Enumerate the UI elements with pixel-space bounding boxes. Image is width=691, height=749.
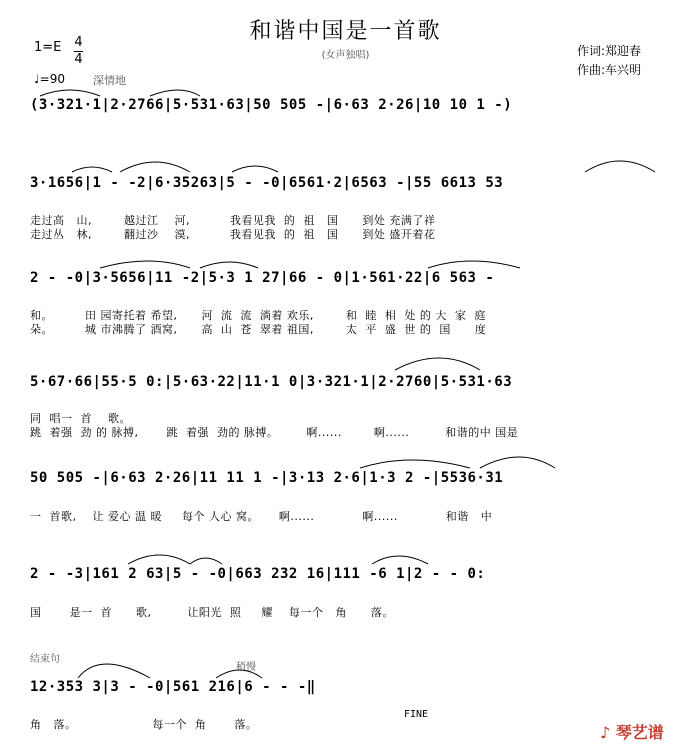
slur — [395, 358, 480, 370]
score-system-7: 12·353 3|3 - -0|561 216|6 - - -‖ — [30, 679, 316, 695]
ending-tempo: 稍慢 — [236, 662, 256, 673]
lyrics-system-7: 角 落。 每一个 角 落。 — [30, 718, 258, 731]
score-system-1: (3·321·1|2·2766|5·531·63|50 505 -|6·63 2·26|10 10 1 -) — [30, 97, 513, 113]
score-system-2: 3·1656|1 - -2|6·35263|5 - -0|6561·2|6563 -|55 6613 53 — [30, 175, 504, 191]
song-title: 和谐中国是一首歌 — [249, 19, 442, 44]
lyrics-system-6: 国 是一 首 歌, 让阳光 照 耀 每一个 角 落。 — [30, 606, 394, 619]
meter-top: 4 — [74, 35, 83, 50]
slur — [200, 262, 258, 268]
slur — [428, 261, 520, 268]
slur — [585, 161, 655, 172]
meter-bottom: 4 — [74, 52, 83, 67]
slur — [150, 90, 200, 96]
slur — [480, 457, 555, 468]
fine-mark: FINE — [404, 709, 429, 720]
lyrics-system-2-verse-1: 走过高 山, 越过江 河, 我看见我 的 祖 国 到处 充满了祥 — [30, 214, 436, 227]
lyrics-system-4-verse-2: 跳 着强 劲 的 脉搏, 跳 着强 劲的 脉搏。 啊...... 啊...... 和谐的中 国是 — [30, 426, 519, 439]
slur — [78, 664, 150, 678]
watermark-text: 琴艺谱 — [615, 723, 664, 742]
lyrics-system-3-verse-1: 和。 田 园寄托着 希望, 河 流 流 淌着 欢乐, 和 睦 相 处 的 大 家 庭 — [30, 309, 486, 322]
lyrics-system-4-verse-1: 同 唱一 首 歌。 — [30, 412, 131, 425]
lyrics-system-3-verse-2: 朵。 城 市沸腾了 酒窝, 高 山 苍 翠着 祖国, 太 平 盛 世 的 国 度 — [30, 323, 487, 336]
ending-label: 结束句 — [30, 654, 60, 665]
slur — [128, 555, 190, 564]
slur — [72, 167, 112, 172]
watermark-icon: ♪ — [600, 723, 611, 742]
slur — [40, 90, 100, 96]
lyricist-credit: 作词:郑迎春 — [577, 44, 642, 58]
slur — [190, 558, 222, 564]
score-system-4: 5·67·66|55·5 0:|5·63·22|11·1 0|3·321·1|2·2760|5·531·63 — [30, 374, 513, 390]
score-system-5: 50 505 -|6·63 2·26|11 11 1 -|3·13 2·6|1·3 2 -|5536·31 — [30, 470, 504, 486]
tempo-mark: ♩=90 — [34, 72, 65, 86]
slur — [232, 166, 278, 172]
score-system-6: 2 - -3|161 2 63|5 - -0|663 232 16|111 -6 1|2 - - 0: — [30, 566, 486, 582]
song-subtitle: (女声独唱) — [321, 50, 370, 61]
lyrics-system-5: 一 首歌, 让 爱心 温 暖 每个 人心 窝。 啊...... 啊...... 和谐 中 — [30, 510, 493, 523]
slur — [372, 556, 428, 564]
tempo-expression: 深情地 — [93, 74, 126, 87]
composer-credit: 作曲:车兴明 — [577, 63, 642, 77]
key-signature: 1=E — [34, 40, 62, 55]
score-system-3: 2 - -0|3·5656|11 -2|5·3 1 27|66 - 0|1·561·22|6 563 - — [30, 270, 495, 286]
slur — [120, 162, 190, 172]
slur — [216, 670, 262, 678]
lyrics-system-2-verse-2: 走过丛 林, 翻过沙 漠, 我看见我 的 祖 国 到处 盛开着花 — [30, 228, 436, 241]
slur — [360, 460, 470, 468]
slur — [100, 261, 190, 268]
